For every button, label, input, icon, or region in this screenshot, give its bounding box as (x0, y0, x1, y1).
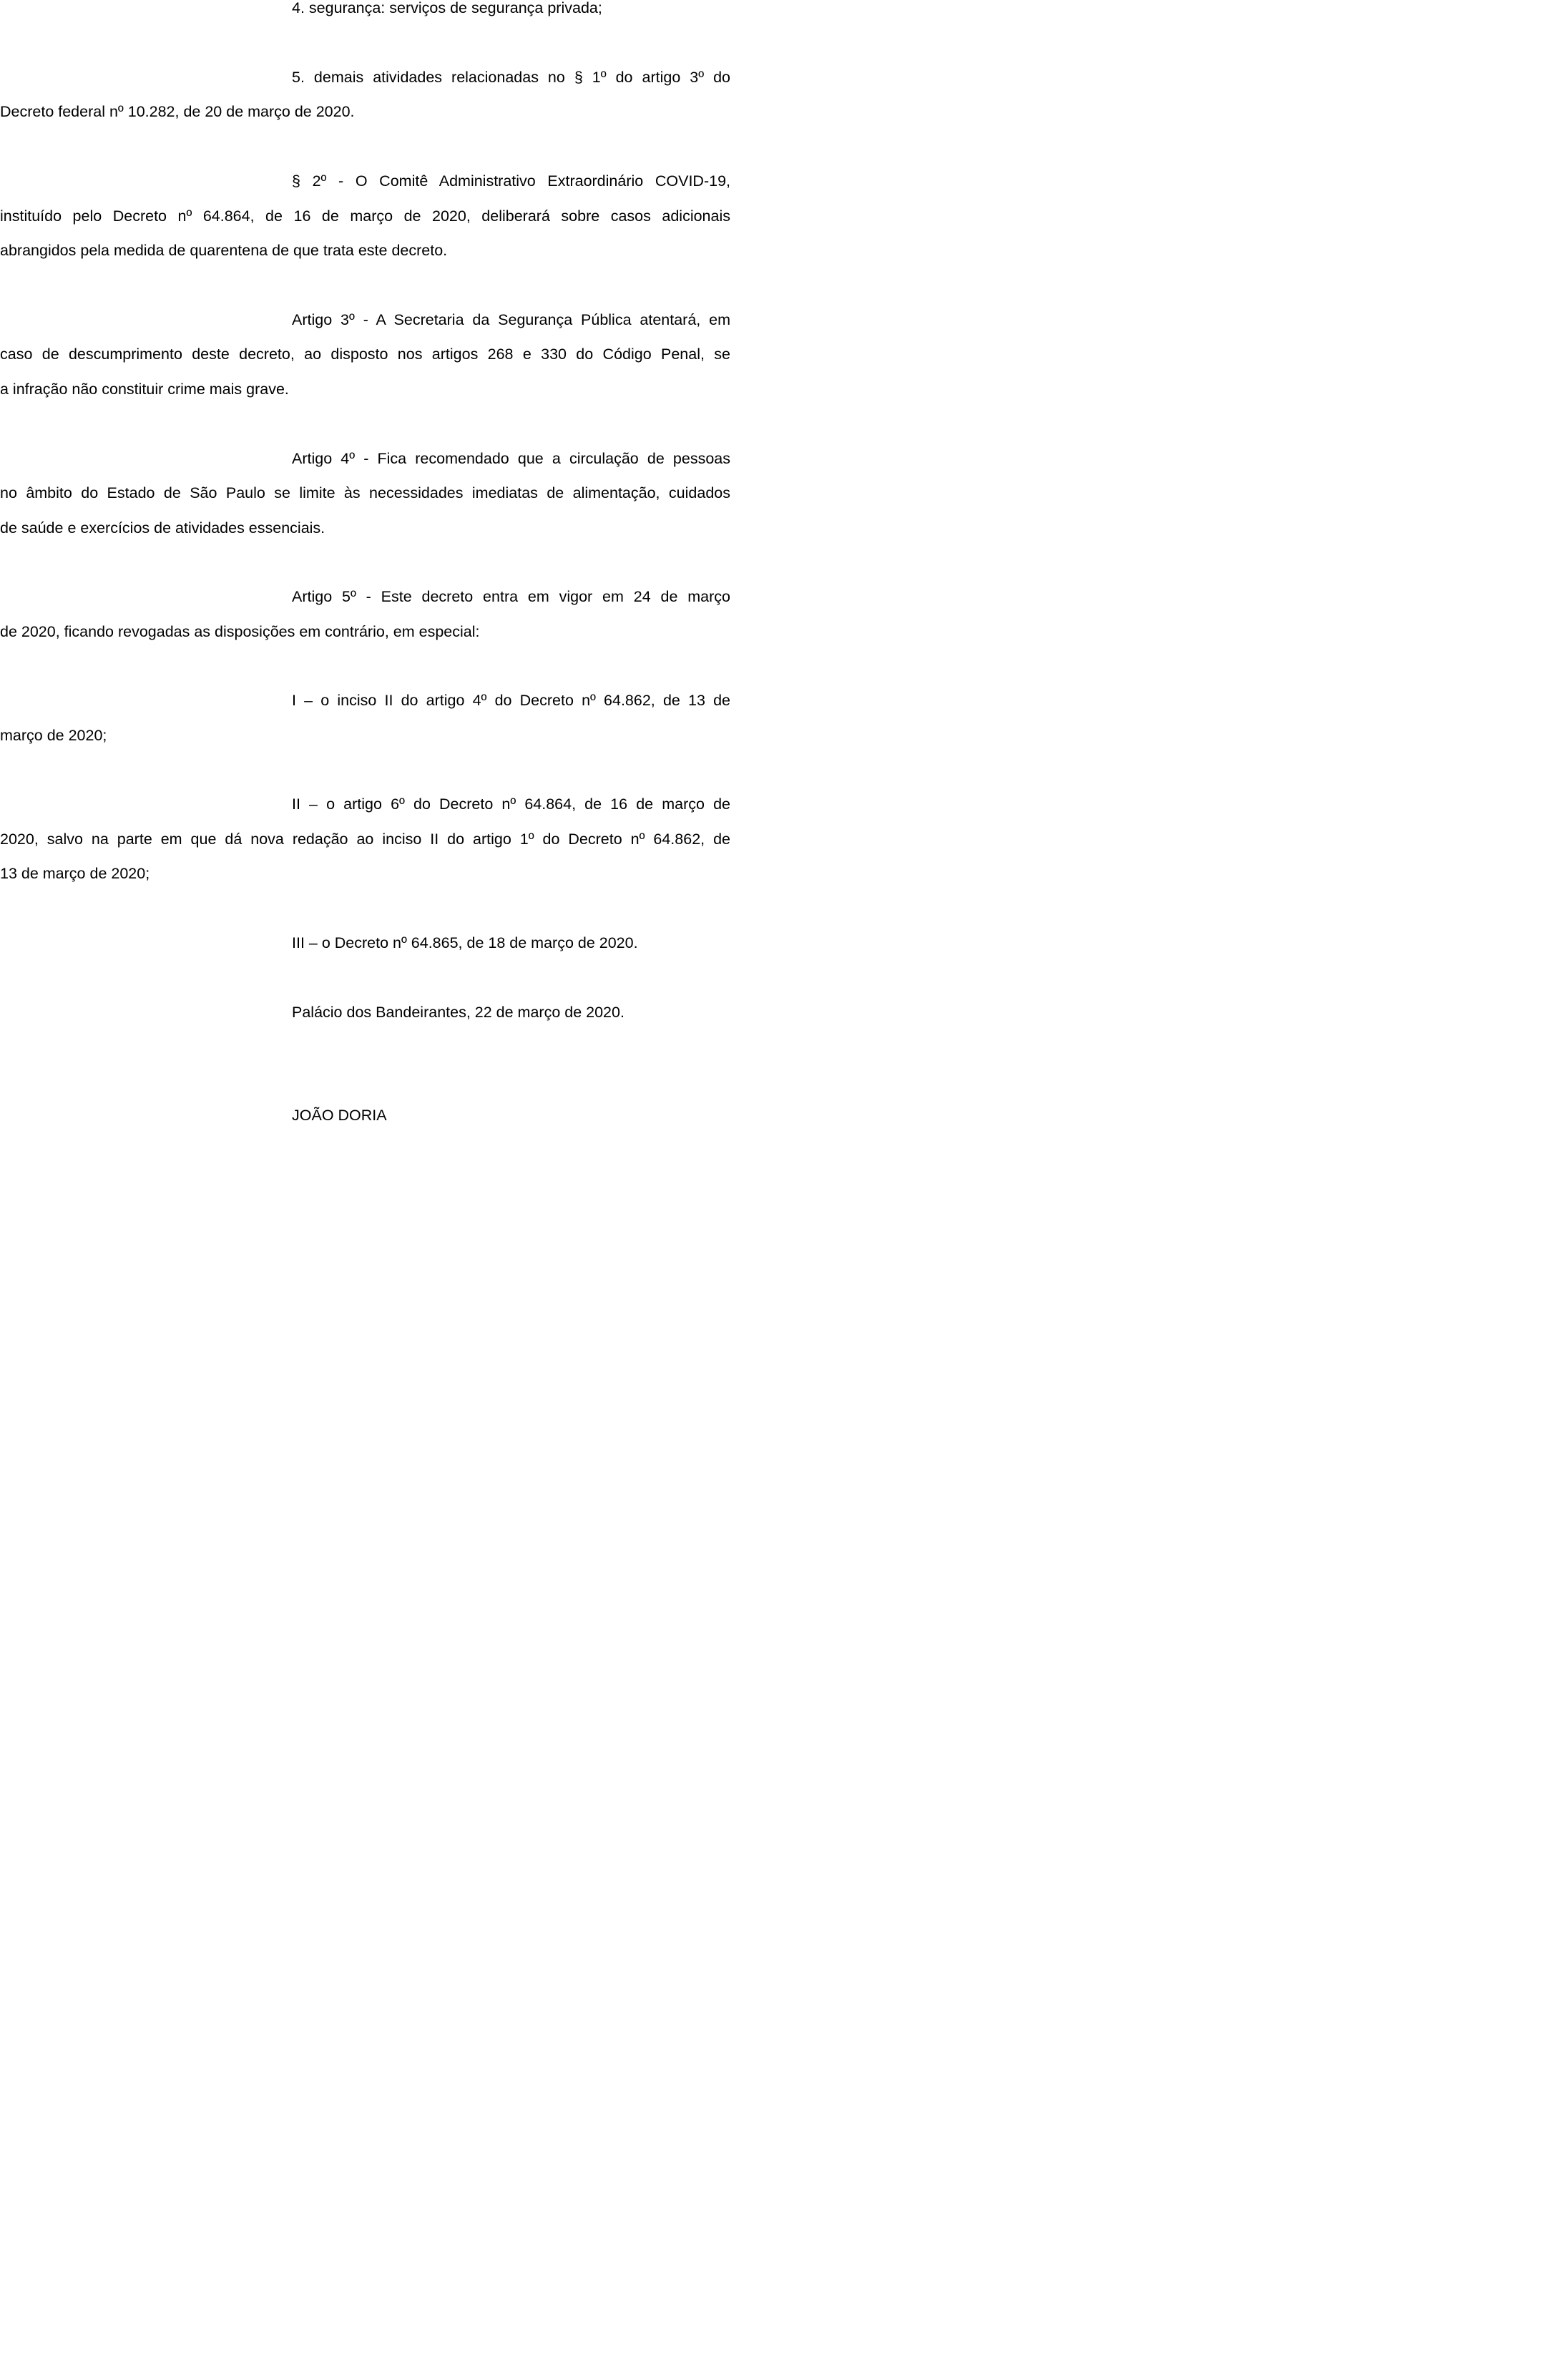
signature-name: JOÃO DORIA (292, 1107, 387, 1124)
inciso-ii-line-1: II – o artigo 6º do Decreto nº 64.864, de 16 de março de (292, 795, 730, 813)
item-5-line-1: 5. demais atividades relacionadas no § 1º do artigo 3º do (292, 69, 730, 86)
article-4-line-1: Artigo 4º - Fica recomendado que a circulação de pessoas (292, 450, 730, 467)
article-5-line-2: de 2020, ficando revogadas as disposições em contrário, em especial: (0, 623, 480, 640)
inciso-ii-line-2: 2020, salvo na parte em que dá nova redação ao inciso II do artigo 1º do Decreto nº 64.862, de (0, 831, 730, 848)
paragraph-2-line-3: abrangidos pela medida de quarentena de que trata este decreto. (0, 242, 448, 259)
document-page (0, 0, 733, 1122)
inciso-i-line-2: março de 2020; (0, 727, 107, 744)
article-3-line-1: Artigo 3º - A Secretaria da Segurança Pública atentará, em (292, 311, 730, 328)
article-4-line-2: no âmbito do Estado de São Paulo se limite às necessidades imediatas de alimentação, cuidados (0, 484, 730, 501)
closing-place-date: Palácio dos Bandeirantes, 22 de março de 2020. (292, 1004, 624, 1021)
item-4-line-1: 4. segurança: serviços de segurança privada; (292, 0, 602, 16)
article-5-line-1: Artigo 5º - Este decreto entra em vigor em 24 de março (292, 588, 730, 605)
item-5-line-2: Decreto federal nº 10.282, de 20 de março de 2020. (0, 103, 355, 120)
paragraph-2-line-2: instituído pelo Decreto nº 64.864, de 16 de março de 2020, deliberará sobre casos adicionais (0, 207, 730, 225)
inciso-iii-line-1: III – o Decreto nº 64.865, de 18 de março de 2020. (292, 934, 638, 951)
article-3-line-3: a infração não constituir crime mais grave. (0, 381, 289, 398)
article-4-line-3: de saúde e exercícios de atividades essenciais. (0, 519, 325, 537)
inciso-ii-line-3: 13 de março de 2020; (0, 865, 150, 882)
inciso-i-line-1: I – o inciso II do artigo 4º do Decreto nº 64.862, de 13 de (292, 692, 730, 709)
paragraph-2-line-1: § 2º - O Comitê Administrativo Extraordinário COVID-19, (292, 172, 730, 190)
article-3-line-2: caso de descumprimento deste decreto, ao disposto nos artigos 268 e 330 do Código Penal, se (0, 346, 730, 363)
